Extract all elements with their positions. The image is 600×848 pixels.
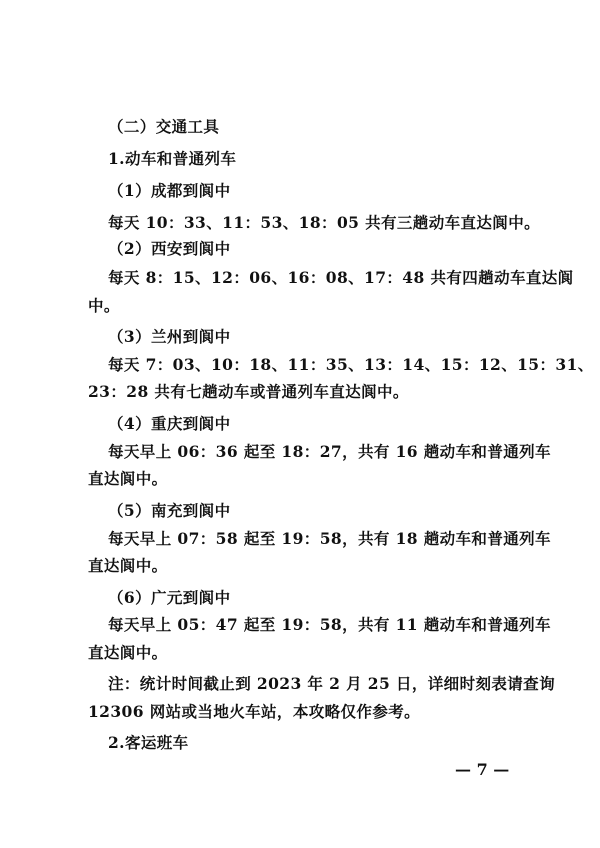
- route-text: 每天早上 05：47 起至 19：58，共有 11 趟动车和普通列车: [108, 615, 551, 634]
- subsection-heading: 1.动车和普通列车: [108, 149, 237, 168]
- note-text: 注：统计时间截止到 2023 年 2 月 25 日，详细时刻表请查询: [108, 674, 555, 693]
- route-text-continued: 23：28 共有七趟动车或普通列车直达阆中。: [88, 382, 409, 401]
- page-number: — 7 —: [455, 760, 510, 779]
- route-title: （6）广元到阆中: [108, 588, 231, 607]
- route-text-continued: 直达阆中。: [88, 643, 168, 662]
- note-text-continued: 12306 网站或当地火车站，本攻略仅作参考。: [88, 702, 421, 721]
- route-text-continued: 中。: [88, 296, 120, 315]
- section-heading: （二）交通工具: [108, 117, 220, 136]
- route-text-continued: 直达阆中。: [88, 556, 168, 575]
- route-text: 每天 7：03、10：18、11：35、13：14、15：12、15：31、: [108, 355, 594, 374]
- route-title: （2）西安到阆中: [108, 239, 231, 258]
- route-text: 每天早上 07：58 起至 19：58，共有 18 趟动车和普通列车: [108, 529, 551, 548]
- route-text: 每天早上 06：36 起至 18：27，共有 16 趟动车和普通列车: [108, 442, 551, 461]
- subsection-heading: 2.客运班车: [108, 733, 189, 752]
- route-text: 每天 8：15、12：06、16：08、17：48 共有四趟动车直达阆: [108, 268, 574, 287]
- route-text: 每天 10：33、11：53、18：05 共有三趟动车直达阆中。: [108, 213, 541, 232]
- route-text-continued: 直达阆中。: [88, 469, 168, 488]
- route-title: （3）兰州到阆中: [108, 327, 231, 346]
- route-title: （1）成都到阆中: [108, 181, 231, 200]
- route-title: （5）南充到阆中: [108, 501, 231, 520]
- route-title: （4）重庆到阆中: [108, 414, 231, 433]
